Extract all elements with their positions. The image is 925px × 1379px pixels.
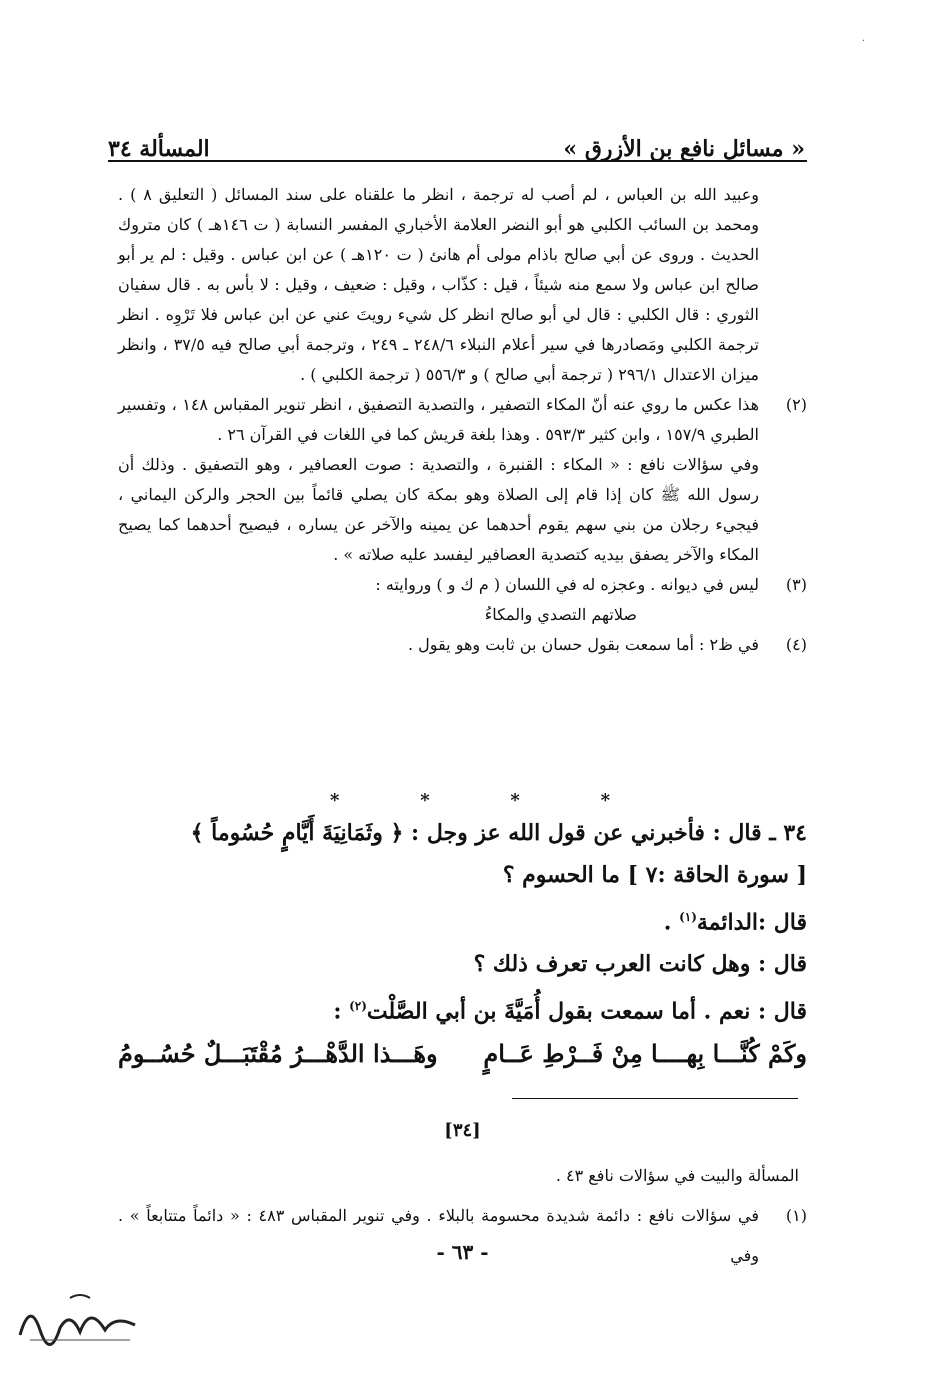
note-text: في سؤالات نافع : دائمة شديدة محسومة بالبلاء . وفي تنوير المقباس ٤٨٣ : « دائماً متتابعاً » . وفي <box>118 1206 759 1265</box>
section-divider-stars <box>330 790 610 811</box>
answer-line: قال :الدائمة$^{(١)}$ . <box>663 909 807 936</box>
question-label: المسألة ٣٤ <box>108 136 210 162</box>
footnote-separator <box>512 1098 798 1099</box>
note-4 <box>118 630 807 660</box>
note-3 <box>118 570 807 600</box>
note-text: ليس في ديوانه . وعجزه له في اللسان ( م ك و ) وروايته : <box>375 575 759 594</box>
star: * <box>330 790 340 811</box>
note-number: (١) <box>785 1206 807 1225</box>
note-number: (٢) <box>785 395 807 414</box>
star: * <box>510 790 520 811</box>
footnote-ref: (١) <box>679 910 697 924</box>
poem-verse <box>118 1033 807 1075</box>
footnote-1 <box>118 1196 807 1276</box>
section-number: [٣٤] <box>444 1120 481 1141</box>
question-line: ٣٤ ـ قال : فأخبرني عن قول الله عز وجل : ﴿ وثَمَانِيَةَ أَيَّامٍ حُسُوماً ﴾ <box>190 820 807 846</box>
question-line-2: قال : وهل كانت العرب تعرف ذلك ؟ <box>473 951 807 978</box>
main-text <box>118 812 807 1075</box>
source-note: المسألة والبيت في سؤالات نافع ٤٣ . <box>555 1166 799 1185</box>
answer-line-2: قال : نعم . أما سمعت بقول أُمَيَّةَ بن أبي الصَّلْت$^{(٢)}$ : <box>333 998 807 1025</box>
note-text: هذا عكس ما روي عنه أنّ المكاء التصفير ، والتصدية التصفيق ، انظر تنوير المقباس ١٤٨ ، وتفسير الطبري ١٥٧/٩ ، وابن كثير ٥٩٣/٣ . وهذا بلغة قريش كما في اللغات في القرآن ٢٦ . <box>118 395 760 444</box>
note-intro: وعبيد الله بن العباس ، لم أصب له ترجمة ، انظر ما علقناه على سند المسائل ( التعليق ٨ ) . ومحمد بن السائب الكلبي هو أبو النضر العلامة الأخباري المفسر النسابة ( ت ١٤٦هـ ) كان متروك الحديث . وروى عن أبي صالح باذام مولى أم هانئ ( ت ١٢٠هـ ) عن ابن عباس . وقيل : لم ير أبو صالح ابن عباس ولا سمع منه شيئاً ، قيل : كذّاب ، وقيل : ضعيف ، وقيل : لا بأس به . قال سفيان الثوري : قال الكلبي : قال لي أبو صالح انظر كل شيء رويتَ عني عن ابن عباس فلا تَرْوِه . انظر ترجمة الكلبي ومَصادرها في سير أعلام النبلاء ٢٤٨/٦ ـ ٢٤٩ ، وترجمة أبي صالح فيه ٣٧/٥ ، وانظر ميزان الاعتدال ٢٩٦/١ ( ترجمة أبي صالح ) و ٥٥٦/٣ ( ترجمة الكلبي ) . <box>118 185 760 384</box>
note-2-continuation: وفي سؤالات نافع : « المكاء : القنبرة ، والتصدية : صوت العصافير ، وهو التصفيق . وذلك أن رسول الله ﷺ كان إذا قام إلى الصلاة وهو بمكة كان يصلي قائماً بين الحجر والركن اليماني ، فيجيء رجلان من بني سهم يقوم أحدهما عن يمينه والآخر عن يساره ، فيصيح أحدهما كما يصيح المكاء والآخر يصفق بيديه كتصدية العصافير ليفسد عليه صلاته » . <box>118 455 759 564</box>
verse-first-hemistich: وكَمْ كُنَّـــا بِهــــا مِنْ فَــرْطِ عَــامٍ <box>483 1038 807 1068</box>
note-3-verse: صلاتهم التصدي والمكاءُ <box>484 605 637 624</box>
star: * <box>600 790 610 811</box>
book-title: « مسائل نافع بن الأزرق » <box>563 136 805 162</box>
header-rule <box>108 160 807 162</box>
note-text: في ظ٢ : أما سمعت بقول حسان بن ثابت وهو يقول . <box>408 635 759 654</box>
note-number: (٣) <box>785 575 807 594</box>
page-number: - ٦٣ - <box>436 1240 489 1264</box>
star: * <box>420 790 430 811</box>
scan-mark: · <box>861 36 865 47</box>
surah-reference-line: [ سورة الحاقة :٧ ] ما الحسوم ؟ <box>502 862 807 888</box>
footnote-ref: (٢) <box>349 999 367 1014</box>
note-number: (٤) <box>785 635 807 654</box>
note-2 <box>118 390 807 450</box>
verse-second-hemistich: وهَـــذا الدَّهْـــرُ مُقْتَبَـــلٌ حُسُــومُ <box>118 1038 438 1068</box>
running-header <box>108 122 805 162</box>
publisher-logo <box>10 1290 150 1350</box>
footnotes-top <box>118 180 807 660</box>
